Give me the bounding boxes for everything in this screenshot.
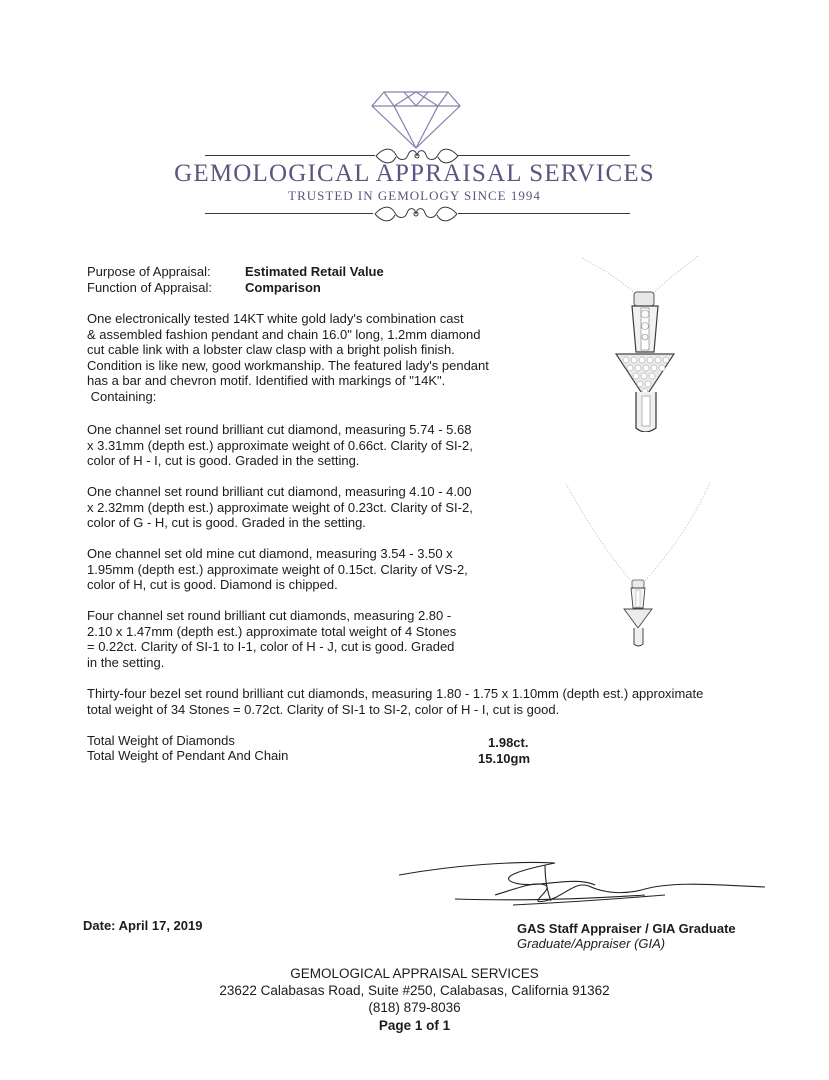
appraiser-title: GAS Staff Appraiser / GIA Graduate xyxy=(517,921,736,936)
description-line: One electronically tested 14KT white gold lady's combination cast xyxy=(87,311,464,326)
stone-line: 2.10 x 1.47mm (depth est.) approximate total weight of 4 Stones xyxy=(87,623,457,639)
pendant-chain-image xyxy=(560,478,720,658)
company-tagline: TRUSTED IN GEMOLOGY SINCE 1994 xyxy=(288,188,541,203)
stone-line: total weight of 34 Stones = 0.72ct. Clarity of SI-1 to SI-2, color of H - I, cut is good. xyxy=(87,701,560,717)
appraisal-date: Date: April 17, 2019 xyxy=(83,918,203,933)
header-bottom-rule xyxy=(205,213,373,214)
footer-phone: (818) 879-8036 xyxy=(368,1000,461,1015)
total-pendant-value: 15.10gm xyxy=(478,751,531,766)
stone-line: x 3.31mm (depth est.) approximate weight of 0.66ct. Clarity of SI-2, xyxy=(87,437,473,453)
header-top-rule xyxy=(458,155,630,156)
pendant-closeup-image xyxy=(578,252,702,432)
stone-line: x 2.32mm (depth est.) approximate weight of 0.23ct. Clarity of SI-2, xyxy=(87,499,473,515)
header-bottom-rule xyxy=(458,213,630,214)
purpose-value: Estimated Retail Value xyxy=(245,264,384,279)
description-line: Condition is like new, good workmanship. The featured lady's pendant xyxy=(87,357,489,373)
total-pendant-label: Total Weight of Pendant And Chain xyxy=(87,748,289,763)
company-name: GEMOLOGICAL APPRAISAL SERVICES xyxy=(174,160,655,187)
item-description xyxy=(87,311,489,404)
description-line: has a bar and chevron motif. Identified with markings of "14K". xyxy=(87,373,446,388)
stone-line: color of G - H, cut is good. Graded in the setting. xyxy=(87,515,366,530)
stone-line: in the setting. xyxy=(87,654,165,670)
footer-address: 23622 Calabasas Road, Suite #250, Calabasas, California 91362 xyxy=(219,983,610,998)
function-label: Function of Appraisal: xyxy=(87,280,213,295)
appraiser-signature xyxy=(395,855,770,925)
stone-description xyxy=(87,686,703,717)
purpose-label: Purpose of Appraisal: xyxy=(87,264,211,279)
stone-line: 1.95mm (depth est.) approximate weight of 0.15ct. Clarity of VS-2, xyxy=(87,561,468,577)
stone-description xyxy=(87,484,473,531)
stone-line: color of H - I, cut is good. Graded in the setting. xyxy=(87,453,360,468)
description-line: Containing: xyxy=(87,388,157,404)
function-value: Comparison xyxy=(245,280,321,295)
stone-line: = 0.22ct. Clarity of SI-1 to I-1, color of H - J, cut is good. Graded xyxy=(87,639,455,654)
stone-line: One channel set round brilliant cut diamond, measuring 4.10 - 4.00 xyxy=(87,484,472,499)
diamond-logo-icon xyxy=(370,88,462,150)
footer-company: GEMOLOGICAL APPRAISAL SERVICES xyxy=(290,966,539,981)
stone-line: Four channel set round brilliant cut diamonds, measuring 2.80 - xyxy=(87,608,452,623)
description-line: cut cable link with a lobster claw clasp with a bright polish finish. xyxy=(87,342,455,357)
ornament-icon xyxy=(373,203,459,225)
description-line: & assembled fashion pendant and chain 16.0" long, 1.2mm diamond xyxy=(87,326,481,342)
stone-line: color of H, cut is good. Diamond is chipped. xyxy=(87,577,338,592)
total-diamonds-value: 1.98ct. xyxy=(488,735,529,750)
stone-description xyxy=(87,546,468,593)
total-diamonds-label: Total Weight of Diamonds xyxy=(87,733,235,748)
stone-description xyxy=(87,608,456,670)
stone-line: One channel set old mine cut diamond, measuring 3.54 - 3.50 x xyxy=(87,546,453,561)
stone-line: Thirty-four bezel set round brilliant cut diamonds, measuring 1.80 - 1.75 x 1.10mm (depth est.) approximate xyxy=(87,686,704,701)
stone-description xyxy=(87,422,473,469)
header-top-rule xyxy=(205,155,375,156)
page-number: Page 1 of 1 xyxy=(378,1018,451,1033)
appraiser-subtitle: Graduate/Appraiser (GIA) xyxy=(517,936,666,951)
stone-line: One channel set round brilliant cut diamond, measuring 5.74 - 5.68 xyxy=(87,422,472,437)
